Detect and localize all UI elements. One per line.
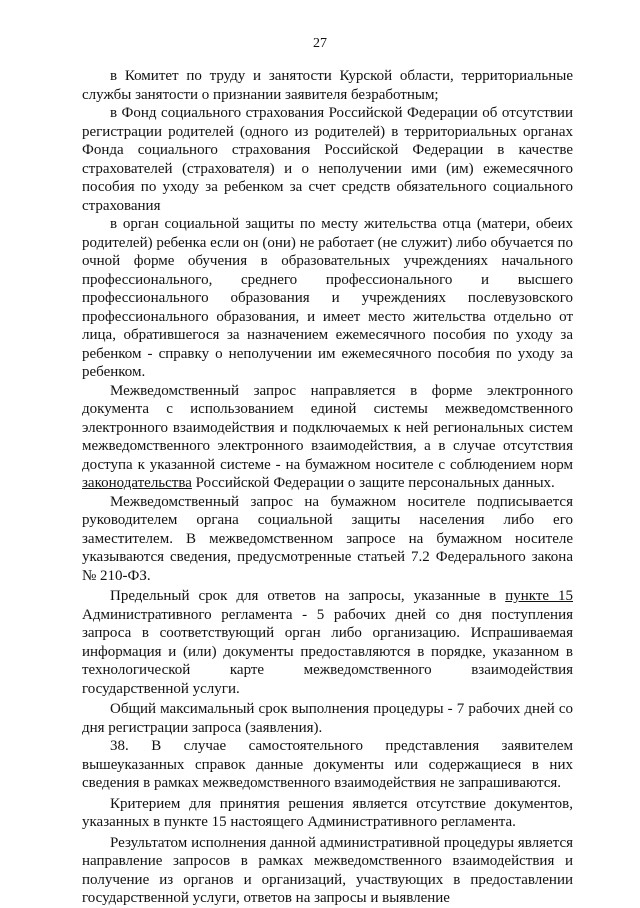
interagency-text-before: Межведомственный запрос направляется в форме электронного документа с использованием единой системы межведомственного электронного взаимодействия и подключаемых к ней региональных систем межведомственного электронного взаимодействия, а в случае отсутствия доступа к указанной системе - на бумажном носителе с соблюдением норм bbox=[82, 382, 573, 473]
page-number: 27 bbox=[313, 36, 327, 51]
deadline-text-before: Предельный срок для ответов на запросы, указанные в bbox=[110, 588, 506, 604]
document-body bbox=[82, 67, 573, 908]
paragraph-response-deadline bbox=[82, 587, 573, 698]
paragraph-social-protection-body: в орган социальной защиты по месту жительства отца (матери, обеих родителей) ребенка если он (они) не работает (не служит) либо обучается по очной форме обучения в образовательных учреждениях начального профессионального, среднего профессионального и высшего профессионального образования и учреждениях послевузовского профессионального образования, и имеет место жительства отдельно от лица, обратившегося за назначением ежемесячного пособия по уходу за ребенком - справку о неполучении им ежемесячного пособия по уходу за ребенком. bbox=[82, 216, 573, 380]
interagency-text-after: Российской Федерации о защите персональных данных. bbox=[191, 475, 555, 491]
deadline-text-after: Административного регламента - 5 рабочих дней со дня поступления запроса в соответствующий орган либо организацию. Испрашиваемая информация и (или) документы предоставляются в порядке, указанном в технологической карте межведомственного взаимодействия государственной услуги. bbox=[82, 606, 573, 697]
paragraph-interagency-request bbox=[82, 382, 573, 493]
paragraph-38: 38. В случае самостоятельного представления заявителем вышеуказанных справок данные документы или содержащиеся в них сведения в рамках межведомственного взаимодействия не запрашиваются. bbox=[82, 738, 573, 791]
paragraph-total-deadline: Общий максимальный срок выполнения процедуры - 7 рабочих дней со дня регистрации запроса (заявления). bbox=[82, 701, 573, 736]
paragraph-decision-criterion: Критерием для принятия решения является отсутствие документов, указанных в пункте 15 настоящего Административного регламента. bbox=[82, 795, 573, 830]
paragraph-employment-committee: в Комитет по труду и занятости Курской области, территориальные службы занятости о признании заявителя безработным; bbox=[82, 68, 573, 103]
clause-15-link[interactable]: пункте 15 bbox=[505, 588, 573, 604]
paragraph-paper-request: Межведомственный запрос на бумажном носителе подписывается руководителем органа социальной защиты населения либо его заместителем. В межведомственном запросе на бумажном носителе указываются сведения, предусмотренные статьей 7.2 Федерального закона № 210-ФЗ. bbox=[82, 493, 573, 584]
paragraph-social-insurance-fund: в Фонд социального страхования Российской Федерации об отсутствии регистрации родителей (одного из родителей) в территориальных органах Фонда социального страхования Российской Федерации в качестве страхователей (страхователя) и о неполучении ими (им) ежемесячного пособия по уходу за ребенком за счет средств обязательного социального страхования bbox=[82, 105, 573, 214]
legislation-link[interactable]: законодательства bbox=[82, 475, 192, 491]
paragraph-procedure-result: Результатом исполнения данной административной процедуры является направление запросов в рамках межведомственного взаимодействия и получение из органов и организаций, участвующих в предоставлении государственной услуги, ответов на запросы и выявление bbox=[82, 834, 573, 906]
